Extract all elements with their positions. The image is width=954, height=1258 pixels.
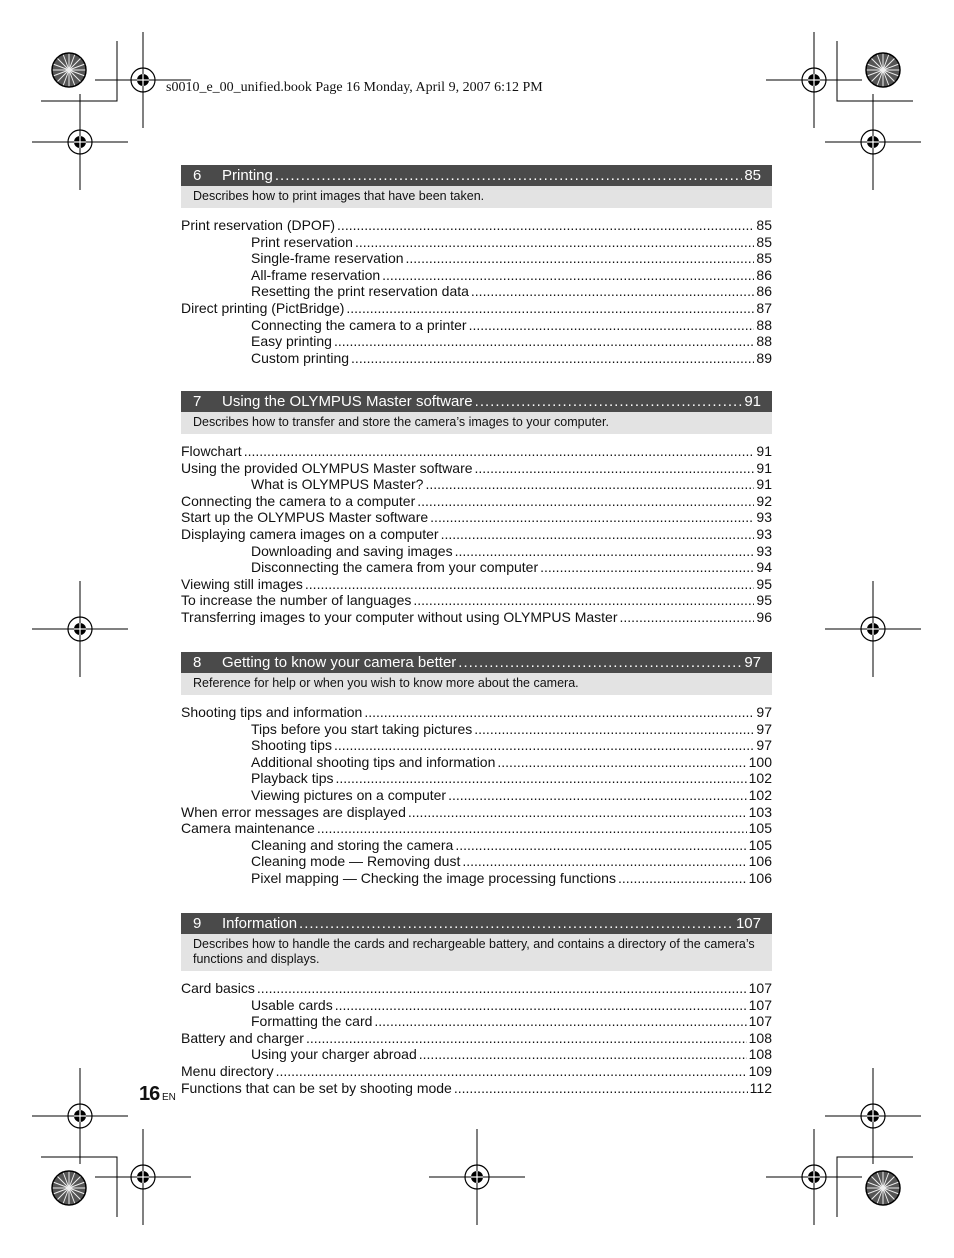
section-title: Using the OLYMPUS Master software xyxy=(222,393,473,410)
section-description: Describes how to print images that have been taken. xyxy=(181,186,772,208)
entry-list xyxy=(181,217,772,366)
section-number: 8 xyxy=(193,654,202,671)
entry-page: 102 xyxy=(748,786,772,803)
entry-page: 93 xyxy=(756,509,772,526)
dot-leader xyxy=(474,721,754,738)
section-number: 6 xyxy=(193,167,202,184)
section-heading[interactable] xyxy=(181,165,772,186)
entry-page: 96 xyxy=(756,608,772,625)
section-description: Reference for help or when you wish to know more about the camera. xyxy=(181,673,772,695)
toc-entry[interactable] xyxy=(181,283,772,300)
toc-entry[interactable] xyxy=(181,853,772,870)
toc-entry[interactable] xyxy=(181,609,772,626)
entry-page: 103 xyxy=(748,803,772,820)
entry-page: 87 xyxy=(756,299,772,316)
dot-leader xyxy=(471,283,755,300)
toc-entry[interactable] xyxy=(181,234,772,251)
dot-leader xyxy=(620,609,755,626)
dot-leader xyxy=(448,787,747,804)
entry-title: Additional shooting tips and information xyxy=(251,753,496,770)
entry-title: Viewing still images xyxy=(181,575,303,592)
entry-title: Connecting the camera to a printer xyxy=(251,316,467,333)
entry-page: 95 xyxy=(756,575,772,592)
toc-entry[interactable] xyxy=(181,721,772,738)
toc-entry[interactable] xyxy=(181,1063,772,1080)
entry-page: 97 xyxy=(756,704,772,720)
entry-page: 107 xyxy=(748,980,772,996)
entry-page: 106 xyxy=(748,853,772,870)
toc-section-6 xyxy=(181,165,772,366)
entry-page: 91 xyxy=(756,476,772,493)
entry-page: 88 xyxy=(756,316,772,333)
entry-title: Custom printing xyxy=(251,349,350,366)
toc-section-9 xyxy=(181,913,772,1096)
dot-leader xyxy=(334,333,754,350)
page-number: 16 xyxy=(139,1083,160,1105)
dot-leader xyxy=(469,317,755,334)
entry-title: Camera maintenance xyxy=(181,820,315,837)
toc-entry[interactable] xyxy=(181,267,772,284)
entry-page: 97 xyxy=(756,737,772,754)
entry-page: 112 xyxy=(749,1079,772,1096)
dot-leader xyxy=(419,1046,747,1063)
entry-page: 109 xyxy=(748,1062,772,1079)
dot-leader xyxy=(413,592,754,609)
entry-title: Downloading and saving images xyxy=(251,542,453,559)
entry-page: 85 xyxy=(756,217,772,233)
toc-entry[interactable] xyxy=(181,1046,772,1063)
entry-title: Shooting tips xyxy=(251,737,332,754)
toc-entry[interactable] xyxy=(181,443,772,460)
entry-title: Battery and charger xyxy=(181,1029,304,1046)
entry-title: Start up the OLYMPUS Master software xyxy=(181,509,429,526)
toc-entry[interactable] xyxy=(181,837,772,854)
dot-leader xyxy=(257,980,747,997)
entry-page: 107 xyxy=(748,1013,772,1030)
dot-leader xyxy=(337,217,754,234)
entry-page: 108 xyxy=(748,1029,772,1046)
section-description: Describes how to handle the cards and rechargeable battery, and contains a directory of the camera’s functions and displays. xyxy=(181,934,772,971)
entry-title: Direct printing (PictBridge) xyxy=(181,299,345,316)
section-description: Describes how to transfer and store the camera’s images to your computer. xyxy=(181,412,772,434)
toc-entry[interactable] xyxy=(181,997,772,1014)
entry-title: Disconnecting the camera from your computer xyxy=(251,559,539,576)
entry-page: 86 xyxy=(756,266,772,283)
dot-leader xyxy=(335,770,746,787)
dot-leader xyxy=(374,1013,746,1030)
dot-leader xyxy=(454,1080,748,1097)
dot-leader xyxy=(305,576,755,593)
section-title: Printing xyxy=(222,167,273,184)
dot-leader xyxy=(346,300,754,317)
entry-page: 94 xyxy=(756,559,772,576)
toc-section-8 xyxy=(181,652,772,887)
entry-title: Transferring images to your computer without using OLYMPUS Master xyxy=(181,608,618,625)
toc-entry[interactable] xyxy=(181,754,772,771)
toc-section-7 xyxy=(181,391,772,626)
toc-entry[interactable] xyxy=(181,980,772,997)
dot-leader xyxy=(276,1063,747,1080)
entry-page: 97 xyxy=(756,720,772,737)
toc-entry[interactable] xyxy=(181,1030,772,1047)
toc-entry[interactable] xyxy=(181,350,772,367)
toc-entry[interactable] xyxy=(181,543,772,560)
entry-list xyxy=(181,443,772,626)
dot-leader xyxy=(455,837,746,854)
entry-page: 93 xyxy=(756,542,772,559)
entry-page: 91 xyxy=(756,443,772,459)
entry-list xyxy=(181,704,772,887)
entry-title: Menu directory xyxy=(181,1062,274,1079)
dot-leader xyxy=(462,853,746,870)
dot-leader xyxy=(458,654,742,671)
section-title: Information xyxy=(222,915,298,932)
section-page: 97 xyxy=(744,654,761,671)
dot-leader xyxy=(275,167,742,184)
toc-entry[interactable] xyxy=(181,820,772,837)
toc-entry[interactable] xyxy=(181,300,772,317)
entry-title: Flowchart xyxy=(181,443,242,459)
toc-entry[interactable] xyxy=(181,1080,772,1097)
toc-entry[interactable] xyxy=(181,333,772,350)
toc-entry[interactable] xyxy=(181,576,772,593)
entry-title: Functions that can be set by shooting mode xyxy=(181,1079,452,1096)
entry-page: 108 xyxy=(748,1046,772,1063)
entry-page: 107 xyxy=(748,996,772,1013)
toc-entry[interactable] xyxy=(181,526,772,543)
toc-entry[interactable] xyxy=(181,787,772,804)
entry-list xyxy=(181,980,772,1096)
dot-leader xyxy=(441,526,755,543)
toc-entry[interactable] xyxy=(181,460,772,477)
entry-page: 105 xyxy=(748,836,772,853)
entry-title: Usable cards xyxy=(251,996,333,1013)
entry-page: 91 xyxy=(756,459,772,476)
entry-title: Using your charger abroad xyxy=(251,1046,417,1063)
section-number: 7 xyxy=(193,393,202,410)
dot-leader xyxy=(335,997,747,1014)
toc-entry[interactable] xyxy=(181,704,772,721)
dot-leader xyxy=(355,234,754,251)
toc-entry[interactable] xyxy=(181,493,772,510)
entry-page: 88 xyxy=(756,333,772,350)
entry-title: Cleaning and storing the camera xyxy=(251,836,454,853)
toc-entry[interactable] xyxy=(181,870,772,887)
entry-page: 102 xyxy=(748,770,772,787)
entry-title: Playback tips xyxy=(251,770,334,787)
entry-title: When error messages are displayed xyxy=(181,803,406,820)
dot-leader xyxy=(299,915,734,932)
dot-leader xyxy=(408,804,747,821)
dot-leader xyxy=(406,250,755,267)
entry-page: 95 xyxy=(756,592,772,609)
entry-title: Using the provided OLYMPUS Master software xyxy=(181,459,473,476)
entry-page: 100 xyxy=(748,753,772,770)
section-page: 91 xyxy=(744,393,761,410)
dot-leader xyxy=(425,476,754,493)
section-heading[interactable] xyxy=(181,913,772,934)
dot-leader xyxy=(306,1030,747,1047)
dot-leader xyxy=(351,350,754,367)
language-code: EN xyxy=(162,1092,176,1103)
toc-entry[interactable] xyxy=(181,317,772,334)
dot-leader xyxy=(334,737,754,754)
entry-title: Cleaning mode — Removing dust xyxy=(251,853,461,870)
entry-page: 86 xyxy=(756,283,772,300)
toc-entry[interactable] xyxy=(181,1013,772,1030)
toc-entry[interactable] xyxy=(181,737,772,754)
entry-title: All-frame reservation xyxy=(251,266,381,283)
entry-title: Viewing pictures on a computer xyxy=(251,786,447,803)
toc-entry[interactable] xyxy=(181,250,772,267)
entry-title: Card basics xyxy=(181,980,255,996)
dot-leader xyxy=(417,493,754,510)
entry-page: 85 xyxy=(756,250,772,267)
entry-title: Shooting tips and information xyxy=(181,704,363,720)
entry-title: Single-frame reservation xyxy=(251,250,404,267)
toc-entry[interactable] xyxy=(181,217,772,234)
dot-leader xyxy=(244,443,755,460)
dot-leader xyxy=(317,820,747,837)
toc-entry[interactable] xyxy=(181,592,772,609)
dot-leader xyxy=(382,267,754,284)
entry-title: Tips before you start taking pictures xyxy=(251,720,473,737)
dot-leader xyxy=(618,870,747,887)
section-page: 85 xyxy=(744,167,761,184)
section-title: Getting to know your camera better xyxy=(222,654,457,671)
dot-leader xyxy=(364,704,754,721)
section-heading[interactable] xyxy=(181,652,772,673)
dot-leader xyxy=(475,393,743,410)
dot-leader xyxy=(475,460,755,477)
toc-entry[interactable] xyxy=(181,770,772,787)
dot-leader xyxy=(540,559,754,576)
section-heading[interactable] xyxy=(181,391,772,412)
toc-entry[interactable] xyxy=(181,509,772,526)
dot-leader xyxy=(497,754,746,771)
dot-leader xyxy=(455,543,755,560)
entry-page: 105 xyxy=(748,820,772,837)
toc-entry[interactable] xyxy=(181,476,772,493)
entry-title: Connecting the camera to a computer xyxy=(181,492,416,509)
entry-page: 93 xyxy=(756,525,772,542)
entry-title: Resetting the print reservation data xyxy=(251,283,469,300)
entry-page: 92 xyxy=(756,492,772,509)
section-number: 9 xyxy=(193,915,202,932)
entry-title: Easy printing xyxy=(251,333,332,350)
entry-page: 85 xyxy=(756,233,772,250)
dot-leader xyxy=(430,509,754,526)
entry-page: 89 xyxy=(756,349,772,366)
entry-title: Formatting the card xyxy=(251,1013,373,1030)
entry-title: Print reservation (DPOF) xyxy=(181,217,336,233)
entry-title: Pixel mapping — Checking the image processing functions xyxy=(251,869,616,886)
entry-title: To increase the number of languages xyxy=(181,592,412,609)
toc-entry[interactable] xyxy=(181,804,772,821)
section-page: 107 xyxy=(735,915,761,932)
entry-page: 106 xyxy=(748,869,772,886)
book-slug-line: s0010_e_00_unified.book Page 16 Monday, April 9, 2007 6:12 PM xyxy=(166,80,543,95)
entry-title: Displaying camera images on a computer xyxy=(181,525,439,542)
entry-title: What is OLYMPUS Master? xyxy=(251,476,424,493)
toc-entry[interactable] xyxy=(181,559,772,576)
entry-title: Print reservation xyxy=(251,233,353,250)
